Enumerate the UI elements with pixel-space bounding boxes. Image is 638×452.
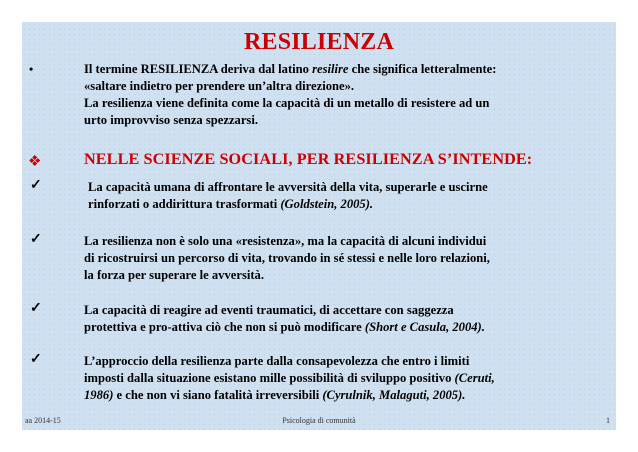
intro-line-2: «saltare indietro per prendere un’altra direzione». — [84, 79, 355, 93]
item-line: L’approccio della resilienza parte dalla consapevolezza che entro i limiti — [84, 354, 470, 368]
diamond-bullet-icon: ❖ — [28, 154, 42, 170]
round-bullet: • — [29, 62, 34, 76]
list-item — [88, 179, 608, 213]
checkmark-icon: ✓ — [30, 301, 42, 316]
intro-line-1: Il termine RESILIENZA deriva dal latino resilire che significa letteralmente: — [84, 62, 497, 76]
item-line: La resilienza non è solo una «resistenza», ma la capacità di alcuni individui — [84, 234, 487, 248]
item-line: la forza per superare le avversità. — [84, 268, 264, 282]
slide-title: RESILIENZA — [243, 29, 395, 55]
item-line: La capacità di reagire ad eventi traumatici, di accettare con saggezza — [84, 303, 454, 317]
list-item — [84, 302, 604, 336]
intro-line-4: urto improvviso senza spezzarsi. — [84, 113, 258, 127]
intro-line-3: La resilienza viene definita come la capacità di un metallo di resistere ad un — [84, 96, 490, 110]
footer-course: Psicologia di comunità — [282, 416, 356, 425]
list-item — [84, 233, 604, 284]
item-line: protettiva e pro-attiva ciò che non si può modificare (Short e Casula, 2004). — [84, 320, 485, 334]
item-line: imposti dalla situazione esistano mille possibilità di sviluppo positivo (Ceruti, — [84, 371, 495, 385]
checkmark-icon: ✓ — [30, 178, 42, 193]
footer-date: aa 2014-15 — [25, 416, 61, 425]
checkmark-icon: ✓ — [30, 352, 42, 367]
item-line: La capacità umana di affrontare le avversità della vita, superarle e uscirne — [88, 180, 488, 194]
item-line: 1986) e che non vi siano fatalità irreversibili (Cyrulnik, Malaguti, 2005). — [84, 388, 466, 402]
slide — [22, 22, 616, 430]
list-item — [84, 353, 604, 404]
intro-paragraph — [84, 61, 604, 129]
page-number: 1 — [606, 416, 610, 425]
checkmark-icon: ✓ — [30, 232, 42, 247]
section-heading: NELLE SCIENZE SOCIALI, PER RESILIENZA S’INTENDE: — [84, 150, 533, 168]
item-line: rinforzati o addirittura trasformati (Goldstein, 2005). — [88, 197, 374, 211]
item-line: di ricostruirsi un percorso di vita, trovando in sé stessi e nelle loro relazioni, — [84, 251, 490, 265]
